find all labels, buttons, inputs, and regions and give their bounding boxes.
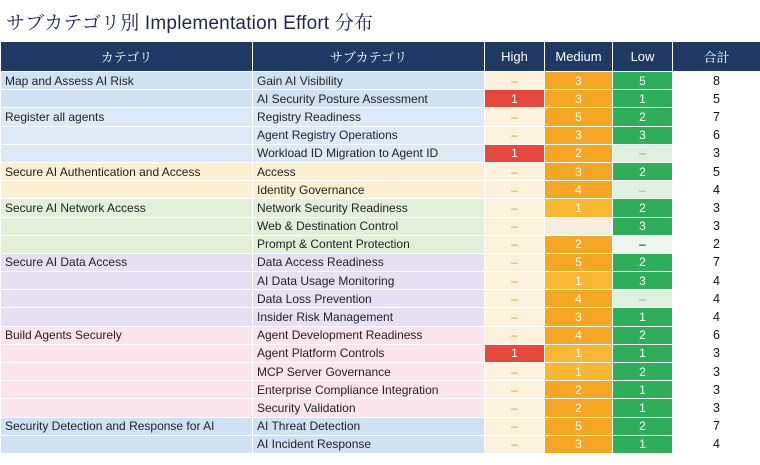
table-row <box>1 253 760 271</box>
cell-subcategory: Gain AI Visibility <box>253 72 485 90</box>
cell-category <box>1 217 253 235</box>
cell-total: 2 <box>673 235 760 253</box>
cell-total: 3 <box>673 199 760 217</box>
cell-subcategory: Data Access Readiness <box>253 253 485 271</box>
table-row <box>1 162 760 180</box>
cell-category: Secure AI Data Access <box>1 253 253 271</box>
cell-medium: 2 <box>545 144 613 162</box>
cell-subcategory: Registry Readiness <box>253 108 485 126</box>
cell-low: – <box>613 144 673 162</box>
cell-high: – <box>485 253 545 271</box>
cell-high: – <box>485 235 545 253</box>
cell-medium: 3 <box>545 90 613 108</box>
table-row <box>1 126 760 144</box>
cell-medium: 1 <box>545 272 613 290</box>
cell-subcategory: Agent Development Readiness <box>253 326 485 344</box>
cell-low: 3 <box>613 126 673 144</box>
cell-high: – <box>485 363 545 381</box>
cell-high: – <box>485 181 545 199</box>
column-header-category: カテゴリ <box>1 42 253 72</box>
cell-high: – <box>485 417 545 435</box>
cell-medium: 4 <box>545 326 613 344</box>
table-row <box>1 399 760 417</box>
cell-category <box>1 272 253 290</box>
cell-low: 1 <box>613 308 673 326</box>
table-row <box>1 344 760 362</box>
cell-medium: 3 <box>545 308 613 326</box>
cell-high: – <box>485 108 545 126</box>
cell-category <box>1 126 253 144</box>
cell-high: – <box>485 435 545 453</box>
cell-subcategory: AI Data Usage Monitoring <box>253 272 485 290</box>
cell-low: 2 <box>613 253 673 271</box>
cell-total: 5 <box>673 90 760 108</box>
cell-medium: 3 <box>545 72 613 90</box>
cell-total: 6 <box>673 126 760 144</box>
cell-total: 4 <box>673 308 760 326</box>
cell-low: 1 <box>613 344 673 362</box>
column-header-subcategory: サブカテゴリ <box>253 42 485 72</box>
cell-subcategory: Workload ID Migration to Agent ID <box>253 144 485 162</box>
cell-low: – <box>613 181 673 199</box>
cell-low: 3 <box>613 217 673 235</box>
cell-category: Security Detection and Response for AI <box>1 417 253 435</box>
cell-subcategory: Agent Platform Controls <box>253 344 485 362</box>
cell-low: 5 <box>613 72 673 90</box>
cell-category <box>1 344 253 362</box>
cell-category <box>1 144 253 162</box>
cell-low: 2 <box>613 162 673 180</box>
cell-category <box>1 363 253 381</box>
table-row <box>1 290 760 308</box>
cell-low: 2 <box>613 417 673 435</box>
cell-low: – <box>613 235 673 253</box>
cell-total: 3 <box>673 399 760 417</box>
cell-category: Map and Assess AI Risk <box>1 72 253 90</box>
table-row <box>1 326 760 344</box>
cell-category <box>1 435 253 453</box>
cell-high: 1 <box>485 144 545 162</box>
cell-subcategory: Data Loss Prevention <box>253 290 485 308</box>
cell-low: 3 <box>613 272 673 290</box>
table-row <box>1 235 760 253</box>
cell-total: 3 <box>673 344 760 362</box>
cell-subcategory: Agent Registry Operations <box>253 126 485 144</box>
table-row <box>1 417 760 435</box>
cell-low: 1 <box>613 90 673 108</box>
cell-total: 3 <box>673 363 760 381</box>
column-header-high: High <box>485 42 545 72</box>
cell-high: – <box>485 381 545 399</box>
cell-total: 5 <box>673 162 760 180</box>
cell-subcategory: Identity Governance <box>253 181 485 199</box>
cell-total: 4 <box>673 272 760 290</box>
cell-medium <box>545 217 613 235</box>
cell-category: Secure AI Authentication and Access <box>1 162 253 180</box>
cell-medium: 3 <box>545 126 613 144</box>
cell-high: – <box>485 162 545 180</box>
cell-category <box>1 381 253 399</box>
cell-medium: 3 <box>545 435 613 453</box>
cell-subcategory: Prompt & Content Protection <box>253 235 485 253</box>
table-row <box>1 308 760 326</box>
table-row <box>1 144 760 162</box>
table-row <box>1 72 760 90</box>
cell-low: 1 <box>613 381 673 399</box>
cell-medium: 1 <box>545 363 613 381</box>
cell-low: 1 <box>613 399 673 417</box>
cell-high: – <box>485 72 545 90</box>
cell-category <box>1 235 253 253</box>
cell-total: 7 <box>673 253 760 271</box>
cell-high: – <box>485 272 545 290</box>
cell-low: 1 <box>613 435 673 453</box>
cell-low: 2 <box>613 326 673 344</box>
cell-subcategory: Enterprise Compliance Integration <box>253 381 485 399</box>
cell-subcategory: AI Security Posture Assessment <box>253 90 485 108</box>
header-row <box>1 42 760 72</box>
cell-medium: 5 <box>545 108 613 126</box>
column-header-medium: Medium <box>545 42 613 72</box>
cell-subcategory: Web & Destination Control <box>253 217 485 235</box>
table-header <box>1 42 760 72</box>
cell-category: Build Agents Securely <box>1 326 253 344</box>
cell-medium: 4 <box>545 290 613 308</box>
cell-high: – <box>485 290 545 308</box>
cell-total: 3 <box>673 381 760 399</box>
cell-low: 2 <box>613 363 673 381</box>
cell-category <box>1 90 253 108</box>
cell-category: Secure AI Network Access <box>1 199 253 217</box>
cell-low: 2 <box>613 199 673 217</box>
cell-total: 7 <box>673 108 760 126</box>
cell-category <box>1 290 253 308</box>
cell-high: – <box>485 126 545 144</box>
cell-medium: 4 <box>545 181 613 199</box>
table-body <box>1 72 760 454</box>
cell-medium: 2 <box>545 399 613 417</box>
cell-high: – <box>485 326 545 344</box>
table-row <box>1 199 760 217</box>
cell-medium: 1 <box>545 344 613 362</box>
cell-high: 1 <box>485 344 545 362</box>
cell-total: 4 <box>673 290 760 308</box>
table-row <box>1 363 760 381</box>
cell-total: 4 <box>673 435 760 453</box>
cell-medium: 3 <box>545 162 613 180</box>
effort-distribution-table <box>0 41 760 454</box>
cell-high: – <box>485 199 545 217</box>
cell-category <box>1 399 253 417</box>
page-title: サブカテゴリ別 Implementation Effort 分布 <box>6 13 374 34</box>
cell-total: 7 <box>673 417 760 435</box>
cell-total: 3 <box>673 144 760 162</box>
cell-medium: 2 <box>545 235 613 253</box>
cell-category <box>1 308 253 326</box>
cell-high: – <box>485 399 545 417</box>
cell-subcategory: Insider Risk Management <box>253 308 485 326</box>
cell-total: 6 <box>673 326 760 344</box>
cell-subcategory: MCP Server Governance <box>253 363 485 381</box>
cell-low: – <box>613 290 673 308</box>
cell-medium: 5 <box>545 253 613 271</box>
table-row <box>1 435 760 453</box>
cell-total: 3 <box>673 217 760 235</box>
cell-high: 1 <box>485 90 545 108</box>
cell-subcategory: Network Security Readiness <box>253 199 485 217</box>
table-row <box>1 381 760 399</box>
cell-medium: 2 <box>545 381 613 399</box>
table-row <box>1 272 760 290</box>
table-row <box>1 217 760 235</box>
cell-subcategory: AI Threat Detection <box>253 417 485 435</box>
cell-subcategory: Access <box>253 162 485 180</box>
cell-medium: 5 <box>545 417 613 435</box>
cell-low: 2 <box>613 108 673 126</box>
cell-category <box>1 181 253 199</box>
column-header-low: Low <box>613 42 673 72</box>
cell-high: – <box>485 308 545 326</box>
column-header-total: 合計 <box>673 42 760 72</box>
cell-high: – <box>485 217 545 235</box>
table-row <box>1 108 760 126</box>
cell-subcategory: Security Validation <box>253 399 485 417</box>
cell-total: 4 <box>673 181 760 199</box>
cell-total: 8 <box>673 72 760 90</box>
cell-category: Register all agents <box>1 108 253 126</box>
table-row <box>1 90 760 108</box>
cell-subcategory: AI Incident Response <box>253 435 485 453</box>
cell-medium: 1 <box>545 199 613 217</box>
table-row <box>1 181 760 199</box>
